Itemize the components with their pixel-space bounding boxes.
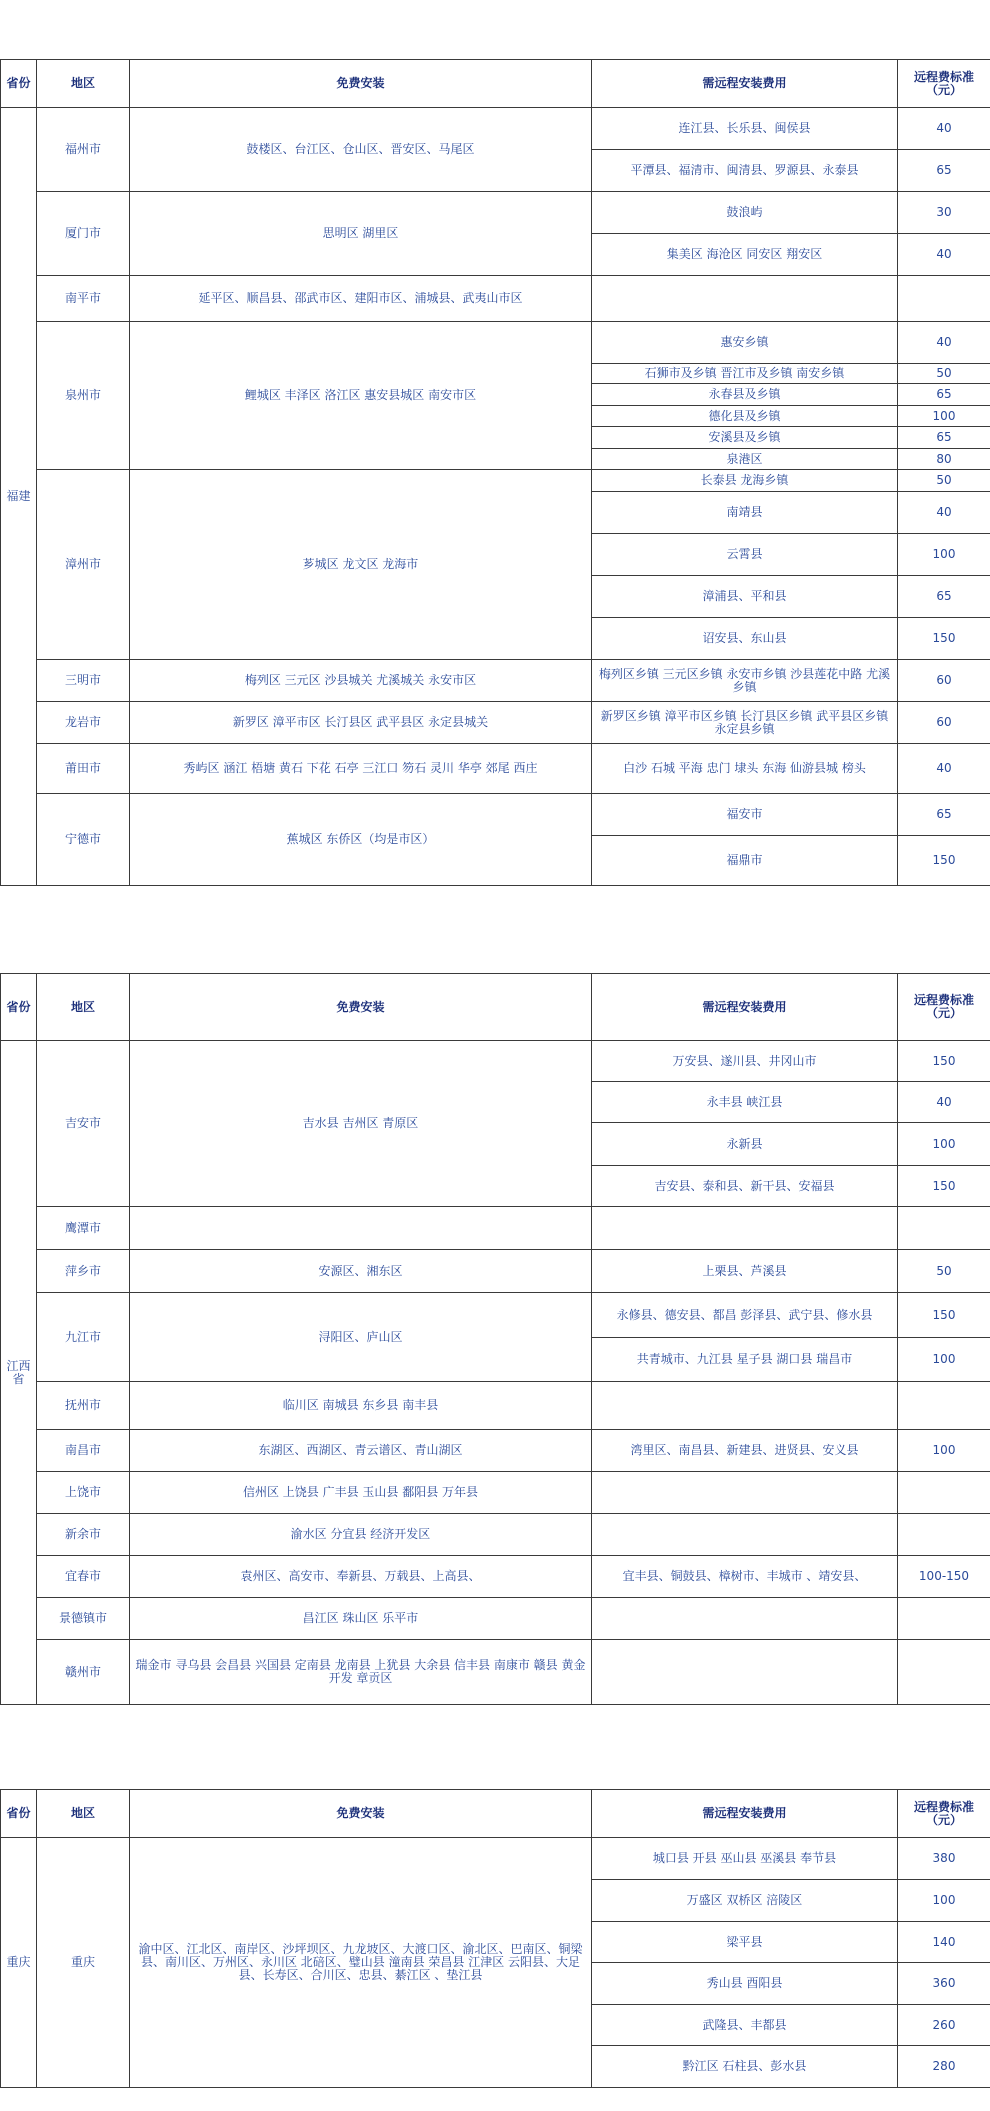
remote-area-cell: 德化县及乡镇 xyxy=(592,406,898,427)
fujian-table xyxy=(0,59,990,886)
fee-cell xyxy=(898,1514,990,1556)
remote-area-cell: 宜丰县、铜鼓县、樟树市、丰城市 、靖安县、 xyxy=(592,1556,898,1598)
city-cell: 景德镇市 xyxy=(37,1598,130,1640)
city-cell: 三明市 xyxy=(37,660,130,702)
fee-cell: 100 xyxy=(898,1880,990,1922)
fee-cell: 65 xyxy=(898,427,990,449)
remote-area-cell: 石狮市及乡镇 晋江市及乡镇 南安乡镇 xyxy=(592,364,898,384)
fee-cell: 65 xyxy=(898,384,990,406)
fee-cell: 50 xyxy=(898,364,990,384)
remote-area-cell: 安溪县及乡镇 xyxy=(592,427,898,449)
remote-area-cell xyxy=(592,1640,898,1705)
table-row xyxy=(1,1556,990,1598)
free-install-cell: 蕉城区 东侨区（均是市区） xyxy=(130,794,592,886)
fee-cell xyxy=(898,1207,990,1250)
city-cell: 吉安市 xyxy=(37,1041,130,1207)
city-cell: 宜春市 xyxy=(37,1556,130,1598)
fee-cell: 40 xyxy=(898,322,990,364)
free-install-cell: 昌江区 珠山区 乐平市 xyxy=(130,1598,592,1640)
remote-area-cell: 泉港区 xyxy=(592,449,898,470)
remote-area-cell: 永新县 xyxy=(592,1123,898,1166)
city-cell: 鹰潭市 xyxy=(37,1207,130,1250)
header-fee-line1: 远程费标准 xyxy=(913,993,974,1007)
fee-cell: 65 xyxy=(898,794,990,836)
free-install-cell: 袁州区、高安市、奉新县、万载县、上高县、 xyxy=(130,1556,592,1598)
free-install-cell: 安源区、湘东区 xyxy=(130,1250,592,1293)
province-cell: 重庆 xyxy=(1,1838,37,2088)
city-cell: 莆田市 xyxy=(37,744,130,794)
fee-cell: 150 xyxy=(898,1041,990,1082)
fee-cell: 150 xyxy=(898,836,990,886)
fee-cell: 100 xyxy=(898,1123,990,1166)
remote-area-cell: 新罗区乡镇 漳平市区乡镇 长汀县区乡镇 武平县区乡镇 永定县乡镇 xyxy=(592,702,898,744)
table-row xyxy=(1,1207,990,1250)
remote-area-cell: 长泰县 龙海乡镇 xyxy=(592,470,898,492)
jiangxi-table xyxy=(0,973,990,1705)
header-area: 地区 xyxy=(37,60,130,108)
free-install-cell xyxy=(130,1207,592,1250)
table-row xyxy=(1,1382,990,1430)
fee-cell: 40 xyxy=(898,1082,990,1123)
fee-cell: 150 xyxy=(898,618,990,660)
city-cell: 漳州市 xyxy=(37,470,130,660)
header-area: 地区 xyxy=(37,1790,130,1838)
city-cell: 新余市 xyxy=(37,1514,130,1556)
fee-cell: 40 xyxy=(898,234,990,276)
header-remote: 需远程安装费用 xyxy=(592,1790,898,1838)
table-row xyxy=(1,744,990,794)
remote-area-cell: 平潭县、福清市、闽清县、罗源县、永泰县 xyxy=(592,150,898,192)
remote-area-cell: 永丰县 峡江县 xyxy=(592,1082,898,1123)
remote-area-cell: 上栗县、芦溪县 xyxy=(592,1250,898,1293)
header-fee xyxy=(898,1790,990,1838)
free-install-cell: 梅列区 三元区 沙县城关 尤溪城关 永安市区 xyxy=(130,660,592,702)
header-free: 免费安装 xyxy=(130,1790,592,1838)
city-cell: 抚州市 xyxy=(37,1382,130,1430)
fee-cell: 150 xyxy=(898,1166,990,1207)
fee-cell: 360 xyxy=(898,1963,990,2005)
remote-area-cell: 诏安县、东山县 xyxy=(592,618,898,660)
free-install-cell: 临川区 南城县 东乡县 南丰县 xyxy=(130,1382,592,1430)
header-free: 免费安装 xyxy=(130,60,592,108)
remote-area-cell: 漳浦县、平和县 xyxy=(592,576,898,618)
city-cell: 宁德市 xyxy=(37,794,130,886)
table-row xyxy=(1,470,990,492)
city-cell: 九江市 xyxy=(37,1293,130,1382)
table-row xyxy=(1,108,990,150)
table-row xyxy=(1,1838,990,1880)
remote-area-cell: 永春县及乡镇 xyxy=(592,384,898,406)
header-province: 省份 xyxy=(1,974,37,1041)
city-cell: 福州市 xyxy=(37,108,130,192)
free-install-cell: 鼓楼区、台江区、仓山区、晋安区、马尾区 xyxy=(130,108,592,192)
remote-area-cell: 武隆县、丰都县 xyxy=(592,2005,898,2046)
fee-cell: 40 xyxy=(898,744,990,794)
fee-cell: 100 xyxy=(898,1338,990,1382)
fee-cell: 100-150 xyxy=(898,1556,990,1598)
fee-cell: 100 xyxy=(898,406,990,427)
remote-area-cell: 城口县 开县 巫山县 巫溪县 奉节县 xyxy=(592,1838,898,1880)
remote-area-cell: 吉安县、泰和县、新干县、安福县 xyxy=(592,1166,898,1207)
table-row xyxy=(1,1250,990,1293)
remote-area-cell: 南靖县 xyxy=(592,492,898,534)
remote-area-cell xyxy=(592,1207,898,1250)
table-row xyxy=(1,660,990,702)
remote-area-cell: 秀山县 酉阳县 xyxy=(592,1963,898,2005)
remote-area-cell: 黔江区 石柱县、彭水县 xyxy=(592,2046,898,2088)
table-row xyxy=(1,794,990,836)
fee-cell: 50 xyxy=(898,470,990,492)
province-cell: 江西省 xyxy=(1,1041,37,1705)
free-install-cell: 信州区 上饶县 广丰县 玉山县 鄱阳县 万年县 xyxy=(130,1472,592,1514)
remote-area-cell: 集美区 海沧区 同安区 翔安区 xyxy=(592,234,898,276)
free-install-cell: 浔阳区、庐山区 xyxy=(130,1293,592,1382)
fee-cell: 30 xyxy=(898,192,990,234)
fee-cell: 65 xyxy=(898,576,990,618)
remote-area-cell: 万安县、遂川县、井冈山市 xyxy=(592,1041,898,1082)
fee-cell: 140 xyxy=(898,1922,990,1963)
remote-area-cell: 鼓浪屿 xyxy=(592,192,898,234)
free-install-cell: 东湖区、西湖区、青云谱区、青山湖区 xyxy=(130,1430,592,1472)
fee-cell: 100 xyxy=(898,1430,990,1472)
remote-area-cell xyxy=(592,1382,898,1430)
header-fee-line2: （元） xyxy=(925,82,962,97)
remote-area-cell: 共青城市、九江县 星子县 湖口县 瑞昌市 xyxy=(592,1338,898,1382)
fee-cell: 65 xyxy=(898,150,990,192)
city-cell: 龙岩市 xyxy=(37,702,130,744)
fee-cell xyxy=(898,1472,990,1514)
city-cell: 泉州市 xyxy=(37,322,130,470)
remote-area-cell: 梅列区乡镇 三元区乡镇 永安市乡镇 沙县莲花中路 尤溪乡镇 xyxy=(592,660,898,702)
fee-cell xyxy=(898,1598,990,1640)
fee-cell: 40 xyxy=(898,492,990,534)
free-install-cell: 秀屿区 涵江 梧塘 黄石 下花 石亭 三江口 笏石 灵川 华亭 郊尾 西庄 xyxy=(130,744,592,794)
free-install-cell: 鲤城区 丰泽区 洛江区 惠安县城区 南安市区 xyxy=(130,322,592,470)
city-cell: 南昌市 xyxy=(37,1430,130,1472)
fee-cell: 380 xyxy=(898,1838,990,1880)
remote-area-cell: 永修县、德安县、都昌 彭泽县、武宁县、修水县 xyxy=(592,1293,898,1338)
city-cell: 厦门市 xyxy=(37,192,130,276)
remote-area-cell: 云霄县 xyxy=(592,534,898,576)
table-row xyxy=(1,1293,990,1338)
header-row xyxy=(1,974,990,1041)
header-free: 免费安装 xyxy=(130,974,592,1041)
table-row xyxy=(1,1514,990,1556)
free-install-cell: 新罗区 漳平市区 长汀县区 武平县区 永定县城关 xyxy=(130,702,592,744)
table-row xyxy=(1,1430,990,1472)
city-cell: 南平市 xyxy=(37,276,130,322)
free-install-cell: 吉水县 吉州区 青原区 xyxy=(130,1041,592,1207)
table-row xyxy=(1,702,990,744)
remote-area-cell: 惠安乡镇 xyxy=(592,322,898,364)
remote-area-cell: 连江县、长乐县、闽侯县 xyxy=(592,108,898,150)
table-row xyxy=(1,322,990,364)
free-install-cell: 延平区、顺昌县、邵武市区、建阳市区、浦城县、武夷山市区 xyxy=(130,276,592,322)
fee-cell xyxy=(898,1382,990,1430)
city-cell: 赣州市 xyxy=(37,1640,130,1705)
remote-area-cell xyxy=(592,1598,898,1640)
free-install-cell: 渝水区 分宜县 经济开发区 xyxy=(130,1514,592,1556)
header-fee-line2: （元） xyxy=(925,1006,962,1020)
table-row xyxy=(1,192,990,234)
fee-cell: 150 xyxy=(898,1293,990,1338)
chongqing-table xyxy=(0,1789,990,2088)
free-install-cell: 芗城区 龙文区 龙海市 xyxy=(130,470,592,660)
city-cell: 上饶市 xyxy=(37,1472,130,1514)
header-row xyxy=(1,1790,990,1838)
header-fee xyxy=(898,974,990,1041)
header-remote: 需远程安装费用 xyxy=(592,60,898,108)
header-fee-line1: 远程费标准 xyxy=(913,69,974,84)
free-install-cell: 思明区 湖里区 xyxy=(130,192,592,276)
remote-area-cell xyxy=(592,276,898,322)
table-row xyxy=(1,1472,990,1514)
header-fee-line2: （元） xyxy=(925,1812,962,1827)
fee-cell: 260 xyxy=(898,2005,990,2046)
remote-area-cell: 万盛区 双桥区 涪陵区 xyxy=(592,1880,898,1922)
table-row xyxy=(1,1640,990,1705)
remote-area-cell: 湾里区、南昌县、新建县、进贤县、安义县 xyxy=(592,1430,898,1472)
fee-cell: 60 xyxy=(898,660,990,702)
header-fee-line1: 远程费标准 xyxy=(913,1799,974,1814)
table-row xyxy=(1,1041,990,1082)
header-area: 地区 xyxy=(37,974,130,1041)
header-row xyxy=(1,60,990,108)
fee-cell: 50 xyxy=(898,1250,990,1293)
fee-cell xyxy=(898,1640,990,1705)
fee-cell: 280 xyxy=(898,2046,990,2088)
province-cell: 福建 xyxy=(1,108,37,886)
remote-area-cell: 梁平县 xyxy=(592,1922,898,1963)
header-remote: 需远程安装费用 xyxy=(592,974,898,1041)
fee-cell: 80 xyxy=(898,449,990,470)
remote-area-cell: 福安市 xyxy=(592,794,898,836)
header-province: 省份 xyxy=(1,60,37,108)
remote-area-cell xyxy=(592,1472,898,1514)
table-row xyxy=(1,276,990,322)
free-install-cell: 渝中区、江北区、南岸区、沙坪坝区、九龙坡区、大渡口区、渝北区、巴南区、铜梁县、南川区、万州区、永川区 北碚区、璧山县 潼南县 荣昌县 江津区 云阳县、大足县、长寿区、合川区、忠县、綦江区 、垫江县 xyxy=(130,1838,592,2088)
fee-cell xyxy=(898,276,990,322)
remote-area-cell: 白沙 石城 平海 忠门 埭头 东海 仙游县城 榜头 xyxy=(592,744,898,794)
header-fee xyxy=(898,60,990,108)
header-province: 省份 xyxy=(1,1790,37,1838)
table-row xyxy=(1,1598,990,1640)
city-cell: 重庆 xyxy=(37,1838,130,2088)
fee-cell: 60 xyxy=(898,702,990,744)
fee-cell: 100 xyxy=(898,534,990,576)
city-cell: 萍乡市 xyxy=(37,1250,130,1293)
free-install-cell: 瑞金市 寻乌县 会昌县 兴国县 定南县 龙南县 上犹县 大余县 信丰县 南康市 赣县 黄金开发 章贡区 xyxy=(130,1640,592,1705)
remote-area-cell: 福鼎市 xyxy=(592,836,898,886)
fee-cell: 40 xyxy=(898,108,990,150)
remote-area-cell xyxy=(592,1514,898,1556)
